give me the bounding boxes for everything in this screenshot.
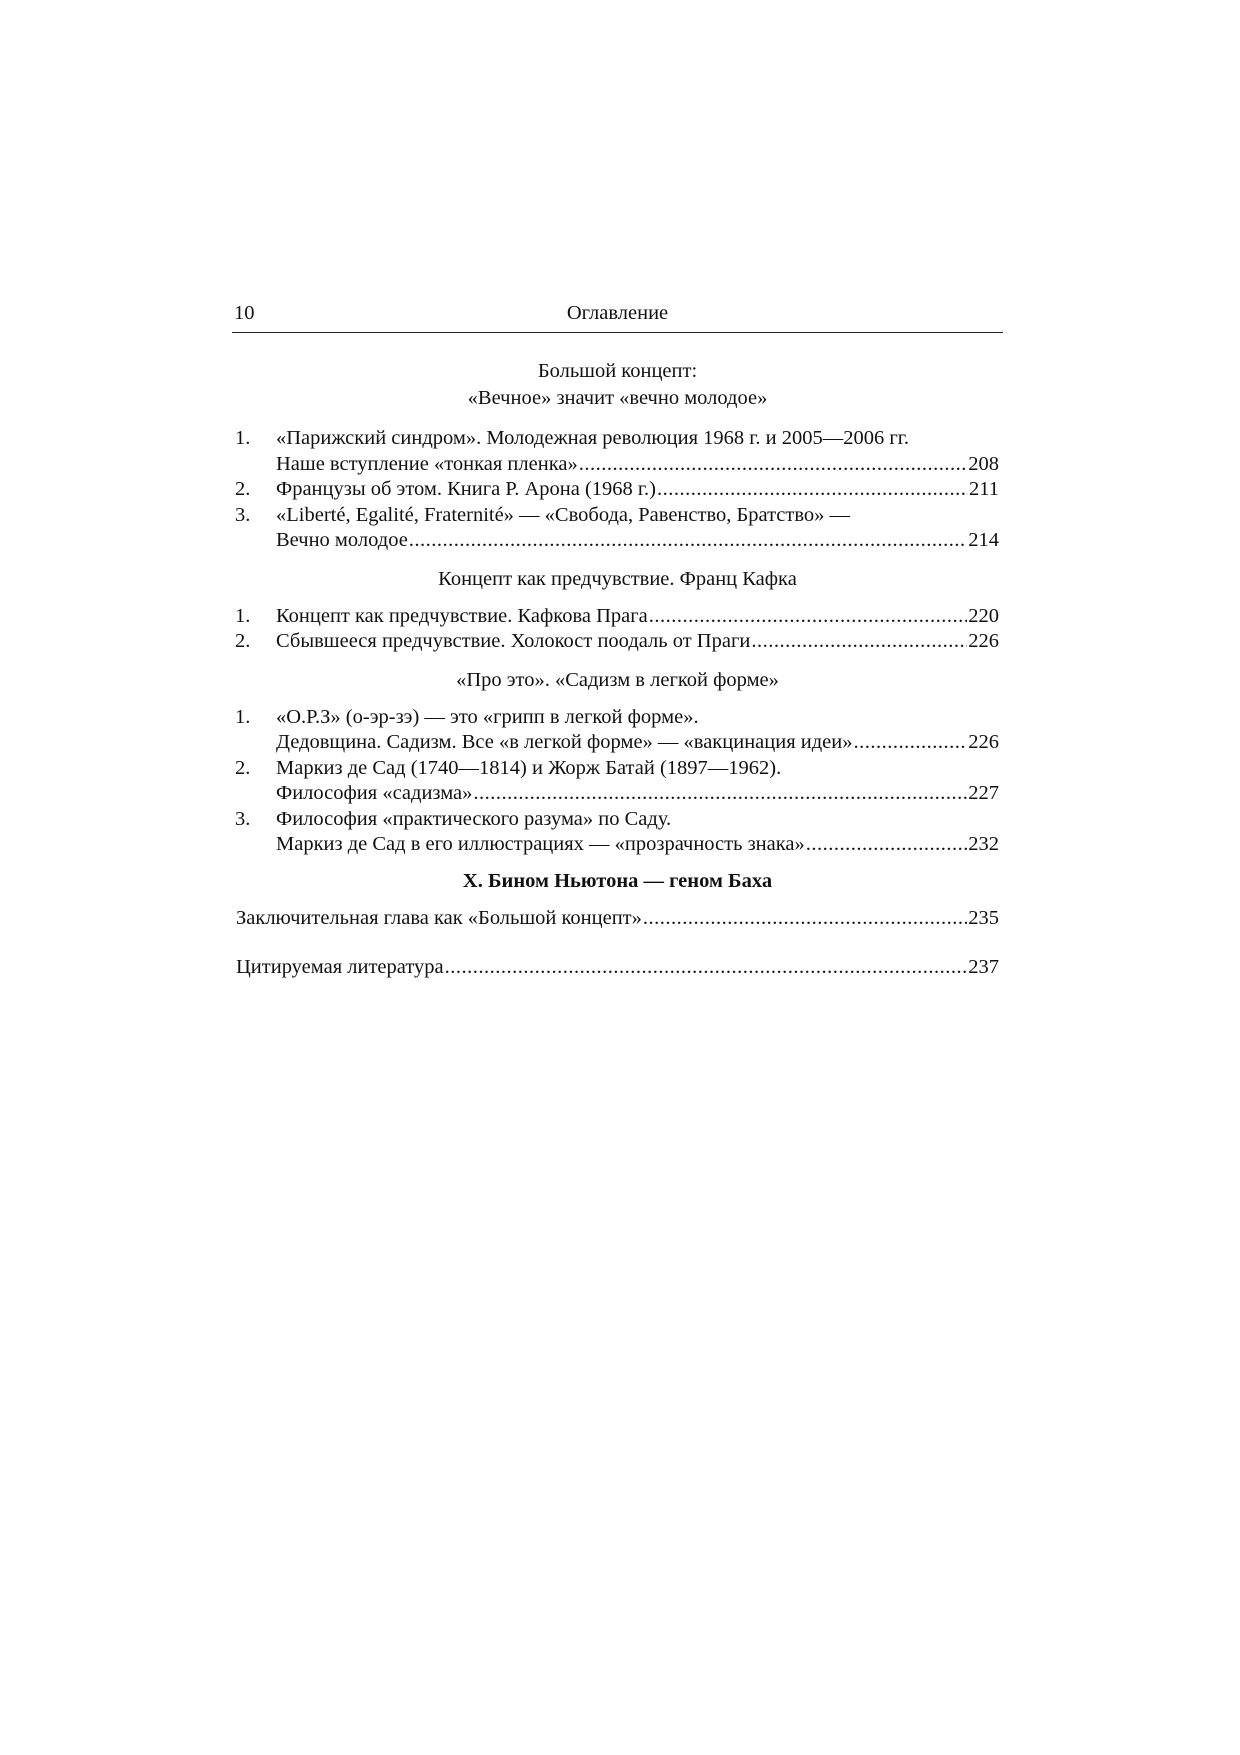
toc-entry[interactable] xyxy=(232,629,1003,655)
toc-entry[interactable] xyxy=(232,604,1003,630)
toc-entry[interactable] xyxy=(232,807,1003,858)
entry-text: Наше вступление «тонкая пленка» xyxy=(276,452,578,475)
entry-page: 226 xyxy=(968,731,999,753)
entry-number: 2. xyxy=(235,478,251,500)
entry-text: Маркиз де Сад (1740—1814) и Жорж Батай (1897—1962). xyxy=(276,756,782,779)
entry-page: 235 xyxy=(968,906,999,929)
table-of-contents xyxy=(232,358,1003,981)
dot-leader xyxy=(473,781,967,807)
toc-entry[interactable] xyxy=(232,426,1003,477)
entry-page: 237 xyxy=(968,956,999,978)
toc-entry-conclusion[interactable] xyxy=(232,906,1003,932)
entry-page: 232 xyxy=(968,833,999,855)
toc-entry[interactable] xyxy=(232,756,1003,807)
toc-section xyxy=(232,566,1003,655)
entry-number: 3. xyxy=(235,807,251,830)
dot-leader xyxy=(643,906,967,932)
entry-text: Заключительная глава как «Большой концепт» xyxy=(236,906,642,929)
entry-text: Вечно молодое xyxy=(276,529,408,551)
toc-entry[interactable] xyxy=(232,705,1003,756)
entry-page: 227 xyxy=(968,782,999,804)
section-title: Большой концепт: «Вечное» значит «вечно молодое» xyxy=(467,360,768,409)
entry-text: «Парижский синдром». Молодежная революция 1968 г. и 2005—2006 гг. xyxy=(276,427,909,449)
toc-entry-literature[interactable] xyxy=(232,955,1003,981)
dot-leader xyxy=(445,955,968,981)
entry-number: 2. xyxy=(235,756,251,779)
entry-number: 1. xyxy=(235,604,251,627)
entry-text: Французы об этом. Книга Р. Арона (1968 г.) xyxy=(276,478,656,500)
entry-page: 214 xyxy=(968,529,999,551)
dot-leader xyxy=(751,629,967,655)
running-header xyxy=(232,302,1003,333)
page-number: 10 xyxy=(234,302,255,324)
chapter-title: X. Бином Ньютона — геном Баха xyxy=(462,869,773,892)
entry-text: «Liberté, Egalité, Fraternité» — «Свобода, Равенство, Братство» — xyxy=(276,503,851,526)
entry-text: Философия «практического разума» по Саду. xyxy=(276,807,672,830)
entry-number: 3. xyxy=(235,503,251,526)
entry-page: 208 xyxy=(968,452,999,475)
entry-page: 211 xyxy=(969,478,999,500)
entry-text: Цитируемая литература xyxy=(236,956,444,978)
toc-entry[interactable] xyxy=(232,503,1003,554)
entry-text: Философия «садизма» xyxy=(276,782,473,804)
toc-section xyxy=(232,358,1003,554)
dot-leader xyxy=(579,452,968,478)
header-title: Оглавление xyxy=(566,302,669,324)
entry-page: 226 xyxy=(968,630,999,652)
entry-number: 1. xyxy=(235,705,251,728)
entry-number: 1. xyxy=(235,427,251,449)
dot-leader xyxy=(806,832,968,858)
entry-text: «О.Р.З» (о-эр-зэ) — это «грипп в легкой форме». xyxy=(276,705,699,728)
entry-number: 2. xyxy=(235,630,251,652)
dot-leader xyxy=(854,730,968,756)
entry-page: 220 xyxy=(968,604,999,627)
dot-leader xyxy=(649,604,968,630)
dot-leader xyxy=(657,477,968,503)
toc-entries xyxy=(232,705,1003,858)
toc-entries xyxy=(232,426,1003,554)
entry-text: Маркиз де Сад в его иллюстрациях — «прозрачность знака» xyxy=(276,833,805,855)
section-title: «Про это». «Садизм в легкой форме» xyxy=(456,668,779,691)
entry-text: Сбывшееся предчувствие. Холокост поодаль от Праги xyxy=(276,630,751,652)
toc-section xyxy=(232,667,1003,858)
entry-text: Концепт как предчувствие. Кафкова Прага xyxy=(276,604,648,627)
toc-entry[interactable] xyxy=(232,477,1003,503)
toc-entries xyxy=(232,604,1003,655)
dot-leader xyxy=(409,528,967,554)
entry-text: Дедовщина. Садизм. Все «в легкой форме» — «вакцинация идеи» xyxy=(276,731,853,753)
section-title: Концепт как предчувствие. Франц Кафка xyxy=(438,567,797,590)
